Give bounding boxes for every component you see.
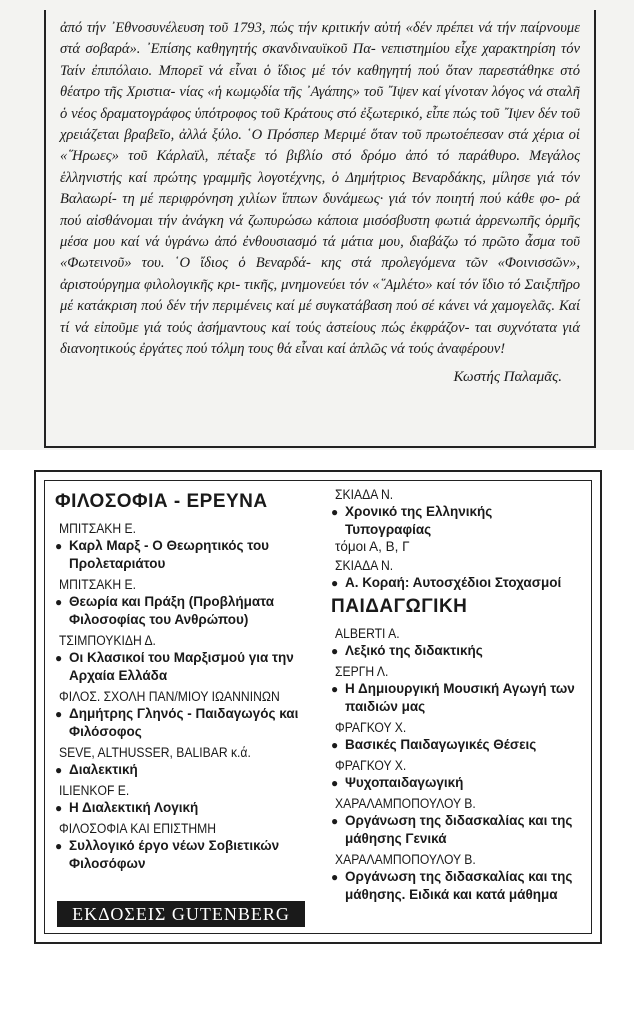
quote-line: ἀρρενωπῆς ὁρμῆς μέσα μου καί νά ὑγράνω ἀπό ἐνθουσιασμό τά μάτια xyxy=(60,212,580,251)
book-entry xyxy=(55,633,321,685)
bullet-icon: ● xyxy=(55,539,63,553)
book-entry xyxy=(331,758,585,792)
book-author: ΦΙΛΟΣ. ΣΧΟΛΗ ΠΑΝ/ΜΙΟΥ ΙΩΑΝΝΙΝΩΝ xyxy=(59,689,280,704)
bullet-icon: ● xyxy=(331,776,339,790)
book-author: ΣΚΙΑΔΑ Ν. xyxy=(335,487,394,502)
book-author: ΜΠΙΤΣΑΚΗ Ε. xyxy=(59,521,137,536)
bullet-icon: ● xyxy=(331,870,339,884)
book-entry xyxy=(55,577,321,629)
quote-line: ται συχνότατα γιά διανοητικούς ἐργάτες πού τόλμη τους θά εἶναι καί xyxy=(60,319,580,358)
book-entry xyxy=(331,558,585,592)
quote-line: νίας «ἡ κωμῳδία τῆς ᾿Αγάπης» τοῦ ῎Ιψεν καί γίνοταν λόγος νά σταλῆ ὁ xyxy=(60,84,580,122)
book-title: Δημήτρης Γληνός - Παιδαγωγός και Φιλόσοφος xyxy=(69,706,299,739)
quote-line: νά τήν παίρνουμε στά σοβαρά». ᾿Επίσης καθηγητής σκανδιναυϊκοῦ Πα- xyxy=(60,20,580,58)
book-title: Χρονικό της Ελληνικής Τυπογραφίας xyxy=(345,504,493,537)
book-author: ΣΕΡΓΗ Λ. xyxy=(335,664,389,679)
book-title: Λεξικό της διδακτικής xyxy=(345,643,483,658)
book-title: Οι Κλασικοί του Μαρξισμού για την Αρχαία Ελλάδα xyxy=(69,650,294,683)
book-entry xyxy=(331,852,585,904)
quote-line: τικῆς, μνημονεύει τόν «῞Αμλέτο» καί τόν ἴδιο τό Σαιξπῆρο μέ κατάκριση xyxy=(60,276,581,315)
publisher-ad xyxy=(34,470,602,944)
book-title: Ψυχοπαιδαγωγική xyxy=(345,775,464,790)
publisher-banner: ΕΚΔΟΣΕΙΣ GUTENBERG xyxy=(57,901,305,927)
bullet-icon: ● xyxy=(331,576,339,590)
quote-box xyxy=(44,10,596,448)
book-author: ΧΑΡΑΛΑΜΠΟΠΟΥΛΟΥ Β. xyxy=(335,852,476,867)
quote-line: πού δέν τήν περιμένεις καί μέ συγκατάβαση πού σέ κάνει νά χαμογελᾶς. xyxy=(141,298,555,315)
quote-text xyxy=(60,18,580,361)
book-author: ΜΠΙΤΣΑΚΗ Ε. xyxy=(59,577,137,592)
bullet-icon: ● xyxy=(55,839,63,853)
book-title: Οργάνωση της διδασκαλίας και της μάθησης Γενικά xyxy=(345,813,573,846)
bullet-icon: ● xyxy=(331,814,339,828)
bullet-icon: ● xyxy=(55,651,63,665)
book-entry xyxy=(55,745,321,779)
quote-line: ἴδιος μέ τόν καθηγητή πού ὅταν παρεστάθηκε στό θέατρο τῆς Χριστια- xyxy=(60,62,581,101)
section-title-pedagogy: ΠΑΙΔΑΓΩΓΙΚΗ xyxy=(331,596,468,617)
book-entry xyxy=(331,720,585,754)
book-title: Διαλεκτική xyxy=(69,762,138,777)
book-author: ΤΣΙΜΠΟΥΚΙΔΗ Δ. xyxy=(59,633,156,648)
bullet-icon: ● xyxy=(55,595,63,609)
book-title: Συλλογικό έργο νέων Σοβιετικών Φιλοσόφων xyxy=(69,838,280,871)
book-author: ΦΡΑΓΚΟΥ Χ. xyxy=(335,758,407,773)
bullet-icon: ● xyxy=(55,801,63,815)
ad-right-column xyxy=(331,487,585,908)
book-author: ΣΚΙΑΔΑ Ν. xyxy=(335,558,394,573)
book-author: ALBERTI A. xyxy=(335,626,400,641)
quote-line: ἁπλῶς νά τούς ἀναφέρουν! xyxy=(349,341,506,358)
bullet-icon: ● xyxy=(331,644,339,658)
bullet-icon: ● xyxy=(331,738,339,752)
book-entry xyxy=(55,783,321,817)
bullet-icon: ● xyxy=(331,505,339,519)
bullet-icon: ● xyxy=(55,763,63,777)
quote-line: τοῦ ῎Ιψεν δέν τοῦ χρειάζεται βραβεῖο, ἀλλά ξύλο. ῾Ο Πρόσπερ Μεριμέ xyxy=(60,105,580,144)
quote-line: νεπιστημίου εἶχε χαρακτηρίση τόν Ταίν ἐπιπόλαιο. Μπορεῖ νά εἶναι ὁ xyxy=(60,41,580,79)
book-author: SEVE, ALTHUSSER, BALIBAR κ.ά. xyxy=(59,745,251,760)
book-entry xyxy=(331,796,585,848)
book-entry xyxy=(55,821,321,873)
book-author: ΧΑΡΑΛΑΜΠΟΠΟΥΛΟΥ Β. xyxy=(335,796,476,811)
book-title: Θεωρία και Πράξη (Προβλήματα Φιλοσοφίας του Ανθρώπου) xyxy=(69,594,275,627)
book-title: Βασικές Παιδαγωγικές Θέσεις xyxy=(345,737,537,752)
quote-line: βιβλίο στό δρόμο ἀπό τό παράθυρο. Μεγάλος ἑλληνιστής καί πρώτης xyxy=(60,148,581,186)
book-author: ΦΡΑΓΚΟΥ Χ. xyxy=(335,720,407,735)
quote-signature: Κωστής Παλαμᾶς. xyxy=(453,368,562,385)
quote-line: ρά πού αἰσθάνομαι τήν ἀνάγκη νά ζωπυρώσω κάποια μισόσβυστη φωτιά xyxy=(60,191,581,229)
book-author: ΦΙΛΟΣΟΦΙΑ ΚΑΙ ΕΠΙΣΤΗΜΗ xyxy=(59,821,217,836)
book-author: ILIENKOF E. xyxy=(59,783,130,798)
quote-line: τη μέ περιφρόνηση χιλίων ἵππων δυνάμεως· γιά τόν ποιητή πού κάθε φο- xyxy=(122,191,560,208)
quote-line: γραμμῆς λογοτέχνης, ὁ Δημήτριος Βεναρδάκης, μίλησε γιά τόν Βαλαωρί- xyxy=(60,169,580,208)
book-title: Καρλ Μαρξ - Ο Θεωρητικός του Προλεταριάτου xyxy=(69,538,270,571)
bullet-icon: ● xyxy=(331,682,339,696)
book-title: Α. Κοραή: Αυτοσχέδιοι Στοχασμοί xyxy=(345,575,562,590)
quote-line: νέος δραματογράφος ὑπότροφος τοῦ Κράτους στό ἐξωτερικό, εἶπε πώς xyxy=(71,105,477,122)
book-entry xyxy=(331,626,585,660)
quote-line: Καί τί νά εἰποῦμε γιά τούς ἀσήμαντους καί τούς ἀστείους πώς ἐκφράζον- xyxy=(60,298,581,336)
book-title: Η Διαλεκτική Λογική xyxy=(69,800,199,815)
ad-left-column xyxy=(55,487,321,877)
publisher-ad-inner-frame xyxy=(44,480,592,934)
section-title-philosophy: ΦΙΛΟΣΟΦΙΑ - ΕΡΕΥΝΑ xyxy=(55,491,268,512)
book-volumes: τόμοι Α, Β, Γ xyxy=(335,539,410,554)
book-entry xyxy=(331,487,585,554)
bullet-icon: ● xyxy=(55,707,63,721)
book-title: Η Δημιουργική Μουσική Αγωγή των παιδιών μας xyxy=(345,681,575,714)
quote-line: ὅταν τοῦ πρωτοέπεσαν στά χέρια οἱ «῞Ηρωες» τοῦ Κάρλαϊλ, πέταξε τό xyxy=(60,127,580,165)
quote-line: μου, διαβάζω τό πρῶτο ἆσμα τοῦ «Φωτεινοῦ» του. ῾Ο ἴδιος ὁ Βεναρδά- xyxy=(60,234,580,272)
quote-line: ἀπό τήν ᾿Εθνοσυνέλευση τοῦ 1793, πώς τήν κριτικήν αὐτή «δέν πρέπει xyxy=(60,20,474,36)
book-entry xyxy=(55,689,321,741)
quote-line: κης στά προλεγόμενα τῶν «Φοινισσῶν», ἀριστούργημα φιλολογικῆς κρι- xyxy=(60,255,580,293)
book-title: Οργάνωση της διδασκαλίας και της μάθησης. Ειδικά και κατά μάθημα xyxy=(345,869,573,902)
book-entry xyxy=(55,521,321,573)
book-entry xyxy=(331,664,585,716)
